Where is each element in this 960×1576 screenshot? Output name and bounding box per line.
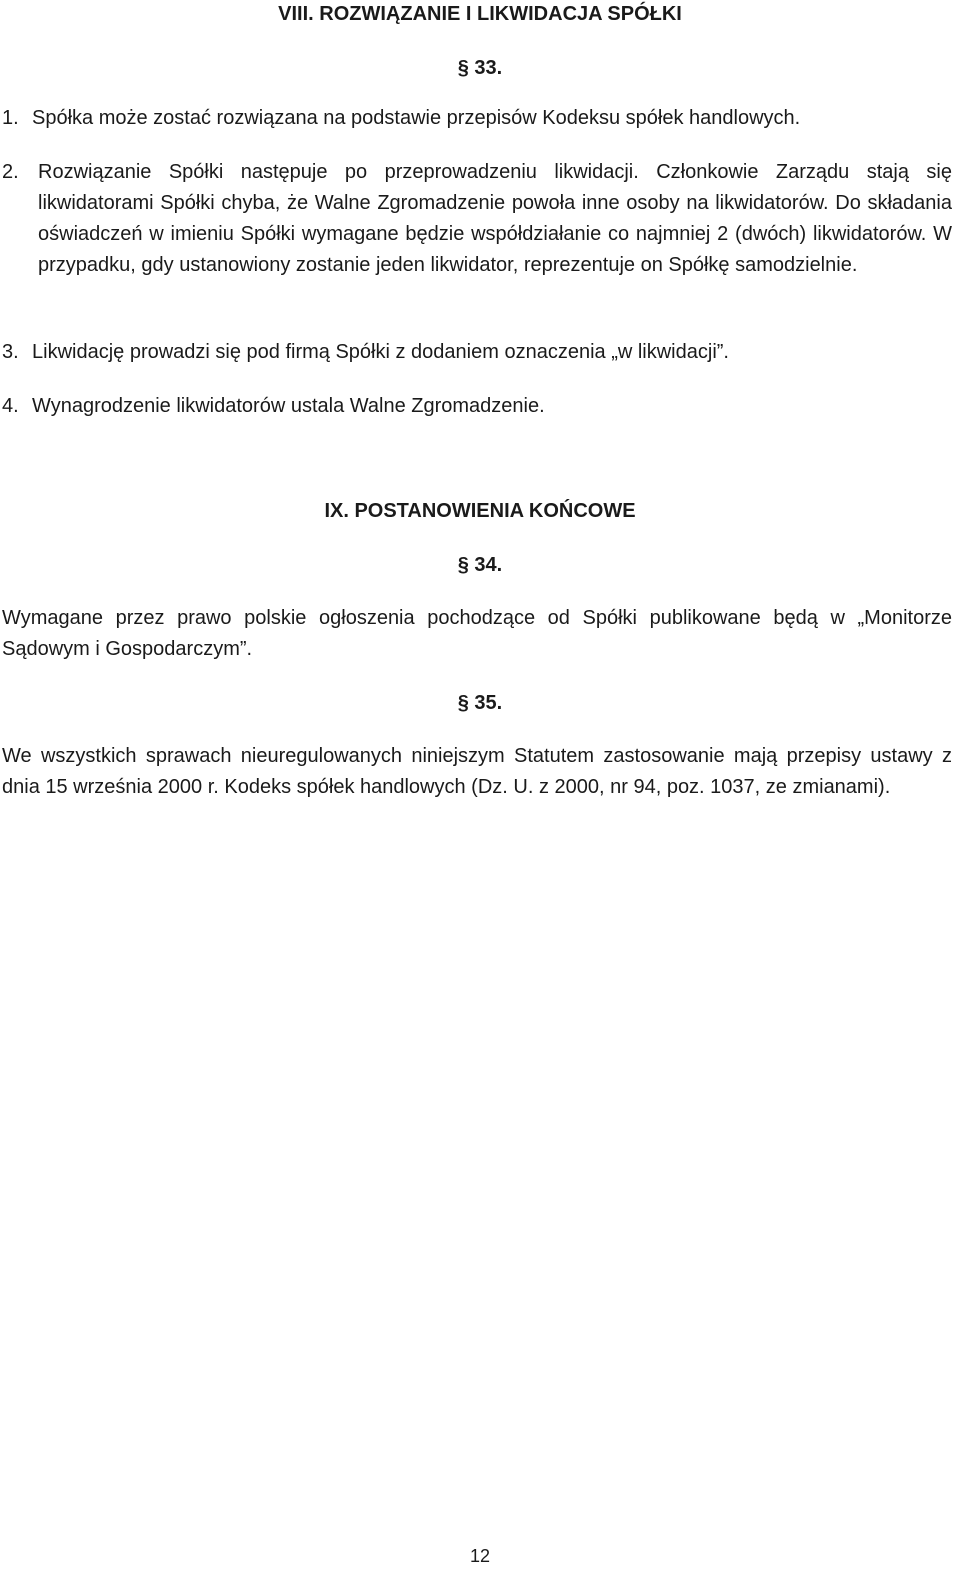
paragraph-34-text: Wymagane przez prawo polskie ogłoszenia pochodzące od Spółki publikowane będą w „Monitorze Sądowym i Gospodarczym”. — [2, 607, 952, 660]
item-3-number: 3. — [2, 341, 19, 363]
item-2-text: Rozwiązanie Spółki następuje po przeprowadzeniu likwidacji. Członkowie Zarządu stają się likwidatorami Spółki chyba, że Walne Zgromadzenie powoła inne osoby na likwidatorów. Do składania oświadczeń w imieniu Spółki wymagane będzie współdziałanie co najmniej 2 (dwóch) likwidatorów. W przypadku, gdy ustanowiony zostanie jeden likwidator, reprezentuje on Spółkę samodzielnie. — [38, 161, 952, 276]
paragraph-33-sign: § 33. — [457, 57, 503, 79]
page-number: 12 — [469, 1546, 491, 1566]
item-4-number: 4. — [2, 395, 19, 417]
item-1 — [2, 103, 952, 134]
item-3-text: Likwidację prowadzi się pod firmą Spółki z dodaniem oznaczenia „w likwidacji”. — [32, 341, 729, 363]
item-1-text: Spółka może zostać rozwiązana na podstawie przepisów Kodeksu spółek handlowych. — [32, 107, 801, 129]
item-2-number: 2. — [2, 161, 19, 183]
paragraph-35-sign: § 35. — [457, 692, 503, 714]
section-viii-heading: VIII. ROZWIĄZANIE I LIKWIDACJA SPÓŁKI — [278, 3, 682, 25]
item-4-text: Wynagrodzenie likwidatorów ustala Walne Zgromadzenie. — [32, 395, 545, 417]
paragraph-34-sign: § 34. — [457, 554, 503, 576]
section-ix-heading: IX. POSTANOWIENIA KOŃCOWE — [324, 500, 636, 522]
item-3 — [2, 337, 952, 368]
item-4 — [2, 391, 952, 422]
item-1-number: 1. — [2, 107, 19, 129]
paragraph-35-text: We wszystkich sprawach nieuregulowanych niniejszym Statutem zastosowanie mają przepisy ustawy z dnia 15 września 2000 r. Kodeks spółek handlowych (Dz. U. z 2000, nr 94, poz. 1037, ze zmianami). — [2, 745, 952, 798]
item-2 — [2, 157, 952, 281]
